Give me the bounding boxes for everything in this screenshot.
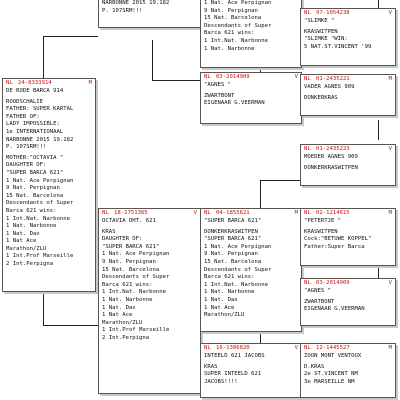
card-line: KRASWITPEN (304, 228, 338, 235)
card-body (304, 218, 392, 251)
card-line: 1 Int.Nat. Narbonne (6, 215, 70, 222)
card-body (304, 18, 392, 51)
card-line: Marathon/ZLU (6, 245, 47, 252)
ring-number: 01-2435223 (316, 146, 350, 152)
card-line: MOTHER:"OCTAVIA " (6, 154, 64, 161)
card-line: NARBONNE 2015 19.182 (6, 136, 74, 143)
country-code: NL (304, 280, 311, 286)
card-body (304, 154, 392, 172)
card-line: 9 Nat. Perpignan (6, 185, 60, 192)
card-line: 1 Int.Nat. Narbonne (102, 289, 166, 296)
card-line: D.KRAS (304, 363, 325, 370)
card-line: FATHER OF: (6, 113, 40, 120)
card-body (204, 353, 298, 386)
card-line: Father:Super Barca (304, 243, 365, 250)
card-line: 5 NAT.ST.VINCENT '99 (304, 43, 372, 50)
card-body (102, 218, 197, 343)
card-line: INTEELD 621 JACOBS (204, 353, 265, 359)
pedigree-card-gen3-c[interactable] (200, 343, 302, 398)
card-line: Barca 621 wins: (204, 30, 255, 37)
card-line: Barca 621 wins: (6, 207, 57, 214)
card-line: 1 Nat. Narbonne (204, 289, 255, 296)
card-body (204, 82, 298, 108)
country-code: NL (204, 210, 211, 216)
card-line: "AGNES " (204, 82, 231, 88)
sex-marker: M (388, 76, 392, 82)
card-line: DONKERKRASWITPEN (304, 164, 358, 171)
ring-number: 18-1751365 (114, 210, 148, 216)
ring-number: 97-1054238 (316, 10, 350, 16)
card-line: VADER AGNES 909 (304, 84, 355, 90)
connector-subject-mother (43, 325, 98, 326)
card-header (304, 76, 392, 84)
card-line: Barca 621 wins: (204, 274, 255, 281)
card-line: 15 Nat. Barcelona (6, 192, 64, 199)
card-line: "SLIMKE "WIN: (304, 36, 348, 43)
card-line: P. 107SRM!!! (6, 144, 47, 151)
sex-marker: V (388, 280, 392, 286)
card-body (304, 353, 392, 386)
connector-gen2-upper (152, 40, 153, 80)
card-line: "SUPER BARCA 621" (204, 218, 262, 224)
card-line: 1 Nat. Dax (102, 304, 136, 311)
card-line: DAUGHTER OF: (6, 162, 47, 169)
card-line: Marathon/ZLU (204, 312, 245, 319)
connector-subject-vertical (43, 36, 44, 84)
card-body (304, 84, 392, 102)
card-line: OCTAVIA DHT. 621 (102, 218, 156, 224)
card-line: 1 Nat. Narbonne (6, 223, 57, 230)
ring-number: 02-1214615 (316, 210, 350, 216)
card-line: 9 Nat. Perpignan (204, 7, 258, 14)
card-line: MOEDER AGNES 909 (304, 154, 358, 160)
card-line: NARBONNE 2015 19.182 (102, 0, 170, 6)
card-line: "SUPER BARCA 621" (204, 236, 262, 243)
card-line: Descendants of Super (102, 274, 170, 281)
card-line: 1 Nat. Ace Perpignan (204, 0, 272, 6)
connector-right-mid (378, 120, 379, 140)
card-line: Descendants of Super (204, 266, 272, 273)
ring-number: 03-2014909 (216, 74, 250, 80)
sex-marker: V (388, 146, 392, 152)
card-header (204, 210, 298, 218)
connector-subject-top (43, 36, 98, 37)
card-line: 9 Nat. Perpignan (204, 251, 258, 258)
card-line: Descendants of Super (204, 22, 272, 29)
card-line: 1 Nat. Dax (6, 230, 40, 237)
country-code: NL (304, 10, 311, 16)
card-line: 1 Nat. Narbonne (102, 296, 153, 303)
card-line: P. 107SRM!!! (102, 7, 143, 14)
card-line: 1 Int.Nat. Narbonne (204, 281, 268, 288)
card-line: EIGENAAR G.VEERMAN (204, 100, 265, 107)
card-line: 15 Nat. Barcelona (204, 15, 262, 22)
card-line: ZWARTBONT (204, 92, 235, 99)
card-body (304, 288, 392, 314)
card-line: FATHER: SUPER KARTAL (6, 106, 74, 113)
card-line: 1 Int.Nat. Narbonne (204, 37, 268, 44)
card-line: DAUGHTER OF: (102, 236, 143, 243)
pedigree-card-gen4-e[interactable] (300, 278, 396, 326)
card-line: 9 Nat. Perpignan (102, 258, 156, 265)
pedigree-card-top-partial[interactable] (98, 0, 201, 28)
card-body (204, 0, 298, 53)
pedigree-card-gen3-a[interactable] (200, 72, 302, 124)
card-line: DE RODE BARCA 914 (6, 88, 64, 94)
card-line: 3e MARSEILLE NM (304, 378, 355, 385)
card-line: 1 Nat Ace (6, 238, 37, 245)
card-line: JACOBS!!!! (204, 378, 238, 385)
pedigree-card-gen2-upper[interactable] (200, 0, 302, 68)
pedigree-card-gen4-f[interactable] (300, 343, 396, 398)
sex-marker: V (294, 74, 298, 80)
card-line: Descendants of Super (6, 200, 74, 207)
card-line: 1 Nat Ace (102, 312, 133, 319)
sex-marker: V (294, 345, 298, 351)
card-line: 1 Nat. Ace Perpignan (102, 251, 170, 258)
pedigree-card-gen4-a[interactable] (300, 8, 396, 66)
card-header (204, 74, 298, 82)
ring-number: 12-1445527 (316, 345, 350, 351)
ring-number: 01-2435221 (316, 76, 350, 82)
pedigree-card-mother[interactable] (98, 208, 201, 394)
connector-gen2-upper-h (152, 80, 200, 81)
card-header (102, 210, 197, 218)
card-line: "SUPER BARCA 621" (102, 243, 160, 250)
ring-number: 03-2014909 (316, 280, 350, 286)
card-line: ZOON MONT VENTOUX (304, 353, 362, 359)
card-line: 1 Nat. Ace Perpignan (6, 177, 74, 184)
card-line: "PETERTJE " (304, 218, 342, 224)
card-line: DONKERKRASWITPEN (204, 228, 258, 235)
card-line: KRASWITPEN (304, 28, 338, 35)
country-code: NL (204, 345, 211, 351)
card-header (304, 345, 392, 353)
ring-number: 16-1386820 (216, 345, 250, 351)
card-line: DONKERKRAS (304, 94, 338, 101)
card-body (204, 218, 298, 320)
sex-marker: M (294, 210, 298, 216)
card-line: LADY IMPOSSIBLE: (6, 121, 60, 128)
card-line: 15 Nat. Barcelona (204, 258, 262, 265)
card-line: ROODSCHALIE (6, 98, 44, 105)
card-line: KRAS (102, 228, 116, 235)
pedigree-card-gen4-c[interactable] (300, 144, 396, 186)
card-header (204, 345, 298, 353)
card-line: Cock:"BETUWE KOPPEL" (304, 236, 372, 243)
card-line: Barca 621 wins: (102, 281, 153, 288)
pedigree-card-gen3-b[interactable] (200, 208, 302, 332)
pedigree-card-gen4-d[interactable] (300, 208, 396, 266)
sex-marker: M (88, 80, 92, 86)
card-line: SUPER INTEELD 621 (204, 371, 262, 378)
pedigree-card-gen4-b[interactable] (300, 74, 396, 116)
card-line: Marathon/ZLU (102, 319, 143, 326)
card-line: 2e ST.VINCENT NM (304, 371, 358, 378)
card-line: EIGENAAR G.VEERMAN (304, 306, 365, 313)
ring-number: 04-1855621 (216, 210, 250, 216)
card-line: 1e INTERNATIONAAL (6, 128, 64, 135)
card-header (304, 10, 392, 18)
card-line: ZWARTBONT (304, 298, 335, 305)
card-line: "SUPER BARCA 621" (6, 169, 64, 176)
card-line: 2 Int.Perpigna (6, 261, 54, 268)
card-line: 1 Nat. Ace Perpignan (204, 243, 272, 250)
country-code: NL (304, 146, 311, 152)
card-body (6, 88, 92, 269)
card-header (304, 280, 392, 288)
card-line: 15 Nat. Barcelona (102, 266, 160, 273)
country-code: NL (304, 76, 311, 82)
card-line: KRAS (204, 363, 218, 370)
country-code: NL (304, 345, 311, 351)
sex-marker: V (388, 10, 392, 16)
pedigree-card-subject[interactable] (2, 78, 96, 292)
connector-subject-bottom (43, 290, 44, 325)
country-code: NL (102, 210, 109, 216)
sex-marker: M (388, 345, 392, 351)
country-code: NL (6, 80, 13, 86)
card-line: 1 Int.Prof Marseille (6, 253, 74, 260)
card-header (304, 146, 392, 154)
card-line: "AGNES " (304, 288, 331, 294)
card-line: 2 Int.Perpigna (102, 334, 150, 341)
card-header (304, 210, 392, 218)
card-header (6, 80, 92, 88)
card-line: 1 Nat. Dax (204, 296, 238, 303)
connector-gen3-mid-a (260, 180, 300, 181)
sex-marker: V (193, 210, 197, 216)
ring-number: 24-8333914 (18, 80, 52, 86)
country-code: NL (204, 74, 211, 80)
card-line: 1 Nat. Narbonne (204, 45, 255, 52)
card-line: 1 Int.Prof Marseille (102, 327, 170, 334)
sex-marker: M (388, 210, 392, 216)
card-line: "SLIMKE " (304, 18, 335, 24)
card-line: 1 Nat Ace (204, 304, 235, 311)
country-code: NL (304, 210, 311, 216)
